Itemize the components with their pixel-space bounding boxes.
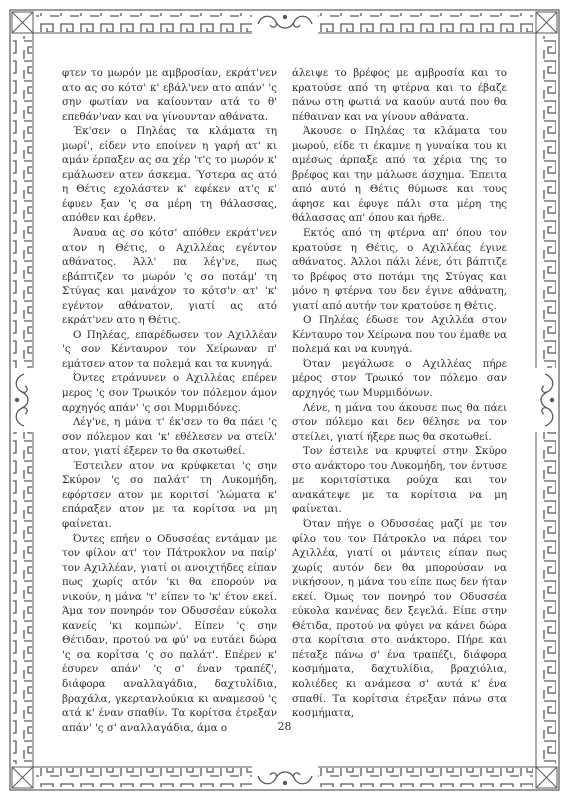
paragraph: φτεν το μωρόν με αμβροσίαν, εκράτ'νεν ατο ας σο κότσ' κ' εβάλ'νεν ατο απάν' 'ς σην φωτίαν να καίουνταν ατά το θ' επεθάν'ναν και να γίνουνταν αθάνατα. — [62, 67, 277, 123]
paragraph: Όντες ετράνυνεν ο Αχιλλέας επέρεν μερος 'ς σον Τρωικόν τον πόλεμον άμον αρχηγός απάν' 'ς σοι Μυρμιδόνες. — [62, 372, 277, 414]
paragraph: Άκουσε ο Πηλέας τα κλάματα του μωρού, είδε τι έκαμνε η γυναίκα του κι αμέσως άρπαξε από τα χέρια της το βρέφος και την μάλωσε άσχημα. Έπειτα από αυτό η Θέτις θύμωσε και τους άφησε και έφυγε πάλι στα μέρη της θάλασσας απ' όπου και ήρθε. — [292, 125, 507, 225]
paragraph: Όταν πήγε ο Οδυσσέας μαζί με τον φίλο του τον Πάτροκλο να πάρει τον Αχιλλέα, γιατί οι μάντεις είπαν πως χωρίς αυτόν δεν θα μπορούσαν να νικήσουν, η μάνα του είπε πως δεν ήταν εκεί. Όμως τον πονηρό τον Οδυσσέα εύκολα κανένας δεν ξεγελά. Είπε στην Θέτιδα, προτού να φύγει να κάνει δώρα στα κορίτσια στο ανάκτορο. Πήρε και πέταξε πάνω σ' ένα τραπέζι, διάφορα κοσμήματα, δαχτυλίδια, βραχιόλια, κολιέδες κι ανάμεσα σ' αυτά κ' ένα σπαθί. Τα κορίτσια έτρεξαν πάνω στα κοσμήματα, — [292, 517, 507, 720]
paragraph: Όταν μεγάλωσε ο Αχιλλέας πήρε μέρος στον Τρωικό τον πόλεμο σαν αρχηγός των Μυρμιδόνων. — [292, 357, 507, 400]
paragraph: Έστειλεν ατον να κρύφκεται 'ς σην Σκύρον 'ς σο παλάτ' τη Λυκομήδη, εφόρτσεν ατον με κοριτσί 'λώματα κ' επάραξεν ατον με τα κορίτσα να μη φαίνεται. — [62, 459, 277, 530]
paragraph: Ο Πηλέας έδωσε τον Αχιλλέα στον Κένταυρο τον Χείρωνα που του έμαθε να πολεμά και να κυνηγά. — [292, 314, 507, 356]
paragraph: Λέγ'νε, η μάνα τ' έκ'σεν το θα πάει 'ς σον πόλεμον και 'κ' εθέλεσεν να στείλ' ατον, γιατί έξερεν το θα σκοτωθεί. — [62, 416, 277, 458]
scroll-ornament-icon — [11, 368, 35, 432]
paragraph: Ο Πηλέας, επαρέδωσεν τον Αχιλλέαν 'ς σον Κένταυρον τον Χείρωναν π' εμάτσεν ατον τα πολεμά και τα κυνηγά. — [62, 328, 277, 370]
page-number: 28 — [277, 720, 292, 733]
scroll-ornament-icon — [252, 765, 318, 789]
modern-greek-text-column — [292, 66, 507, 721]
paragraph: Τον έστειλε να κρυφτεί στην Σκύρο στο ανάκτορο του Λυκομήδη, τον έντυσε με κοριτσίστικα ρούχα και τον ανακάτεψε με τα κορίτσια να μη φαίνεται. — [292, 445, 507, 516]
paragraph: Άναυα ας σο κότσ' απόθεν εκράτ'νεν ατον η Θέτις, ο Αχιλλέας εγέντον αθάνατος. Άλλ' πα λέγ'νε, πως εβάπτιζεν το μωρόν 'ς σο ποτάμ' τη Στύγας και μανάχον το κότσ'ν ατ' 'κ' εγέντον αθάνατον, γιατί ας ατό εκράτ'νεν ατο η Θέτις. — [62, 227, 277, 327]
scroll-ornament-icon — [534, 368, 558, 432]
paragraph: Λένε, η μάνα του άκουσε πως θα πάει στον πόλεμο και δεν θέλησε να τον στείλει, γιατί ήξερε πως θα σκοτωθεί. — [292, 401, 507, 443]
scroll-ornament-icon — [252, 11, 318, 35]
pontic-text-column — [62, 66, 277, 735]
paragraph: Εκτός από τη φτέρνα απ' όπου τον κρατούσε η Θέτις, ο Αχιλλέας έγινε αθάνατος. Άλλοι πάλι λένε, ότι βάπτιζε το βρέφος στο ποτάμι της Στύγας και μόνο η φτέρνα του δεν έγινε αθάνατη, γιατί από αυτήν τον κρατούσε η Θέτις. — [292, 227, 507, 312]
paragraph: Όντες επήεν ο Οδυσσέας εντάμαν με τον φίλον ατ' τον Πάτροκλον να παίρ' τον Αχιλλέαν, γιατί οι ανοιχτήδες είπαν πως χωρίς ατόν 'κι θα επορούν να νικούν, η μάνα 'τ' είπεν το 'κ' έτον εκεί. Άμα τον πονηρόν τον Οδυσσέαν εύκολα κανείς 'κι κομπών'. Είπεν 'ς σην Θέτιδαν, προτού να φύ' να ευτάει δώρα 'ς σα κορίτσα 'ς σο παλάτ'. Επέρεν κ' έσυρεν απάν' 'ς σ' έναν τραπέζ', διάφορα αναλλαγάδια, δαχτυλίδια, βραχάλα, γκερτανλούκια κι αναμεσού 'ς ατά κ' έναν σπαθίν. Τα κορίτσα έτρεξαν απάν' 'ς σ' αναλλαγάδια, άμα ο — [62, 532, 277, 734]
paragraph: άλειψε το βρέφος με αμβροσία και το κρατούσε από τη φτέρνα και το έβαζε πάνω στη φωτιά να καούν αυτά που θα πέθαιναν και να γίνουν αθάνατα. — [292, 67, 507, 123]
paragraph: Έκ'σεν ο Πηλέας τα κλάματα τη μωρί', είδεν ντο εποίνεν η γαρή ατ' κι αμάν έρπαξεν ας σα χέρ 'τ'ς το μωρόν κ' εμάλωσεν ατεν άσκεμα. Ύστερα ας ατό η Θέτις εχολάστεν κ' εφέκεν ατ'ς κ' έφυεν ξαν 'ς σα μέρη τη θάλασσας, απόθεν και έρθεν. — [62, 125, 277, 225]
